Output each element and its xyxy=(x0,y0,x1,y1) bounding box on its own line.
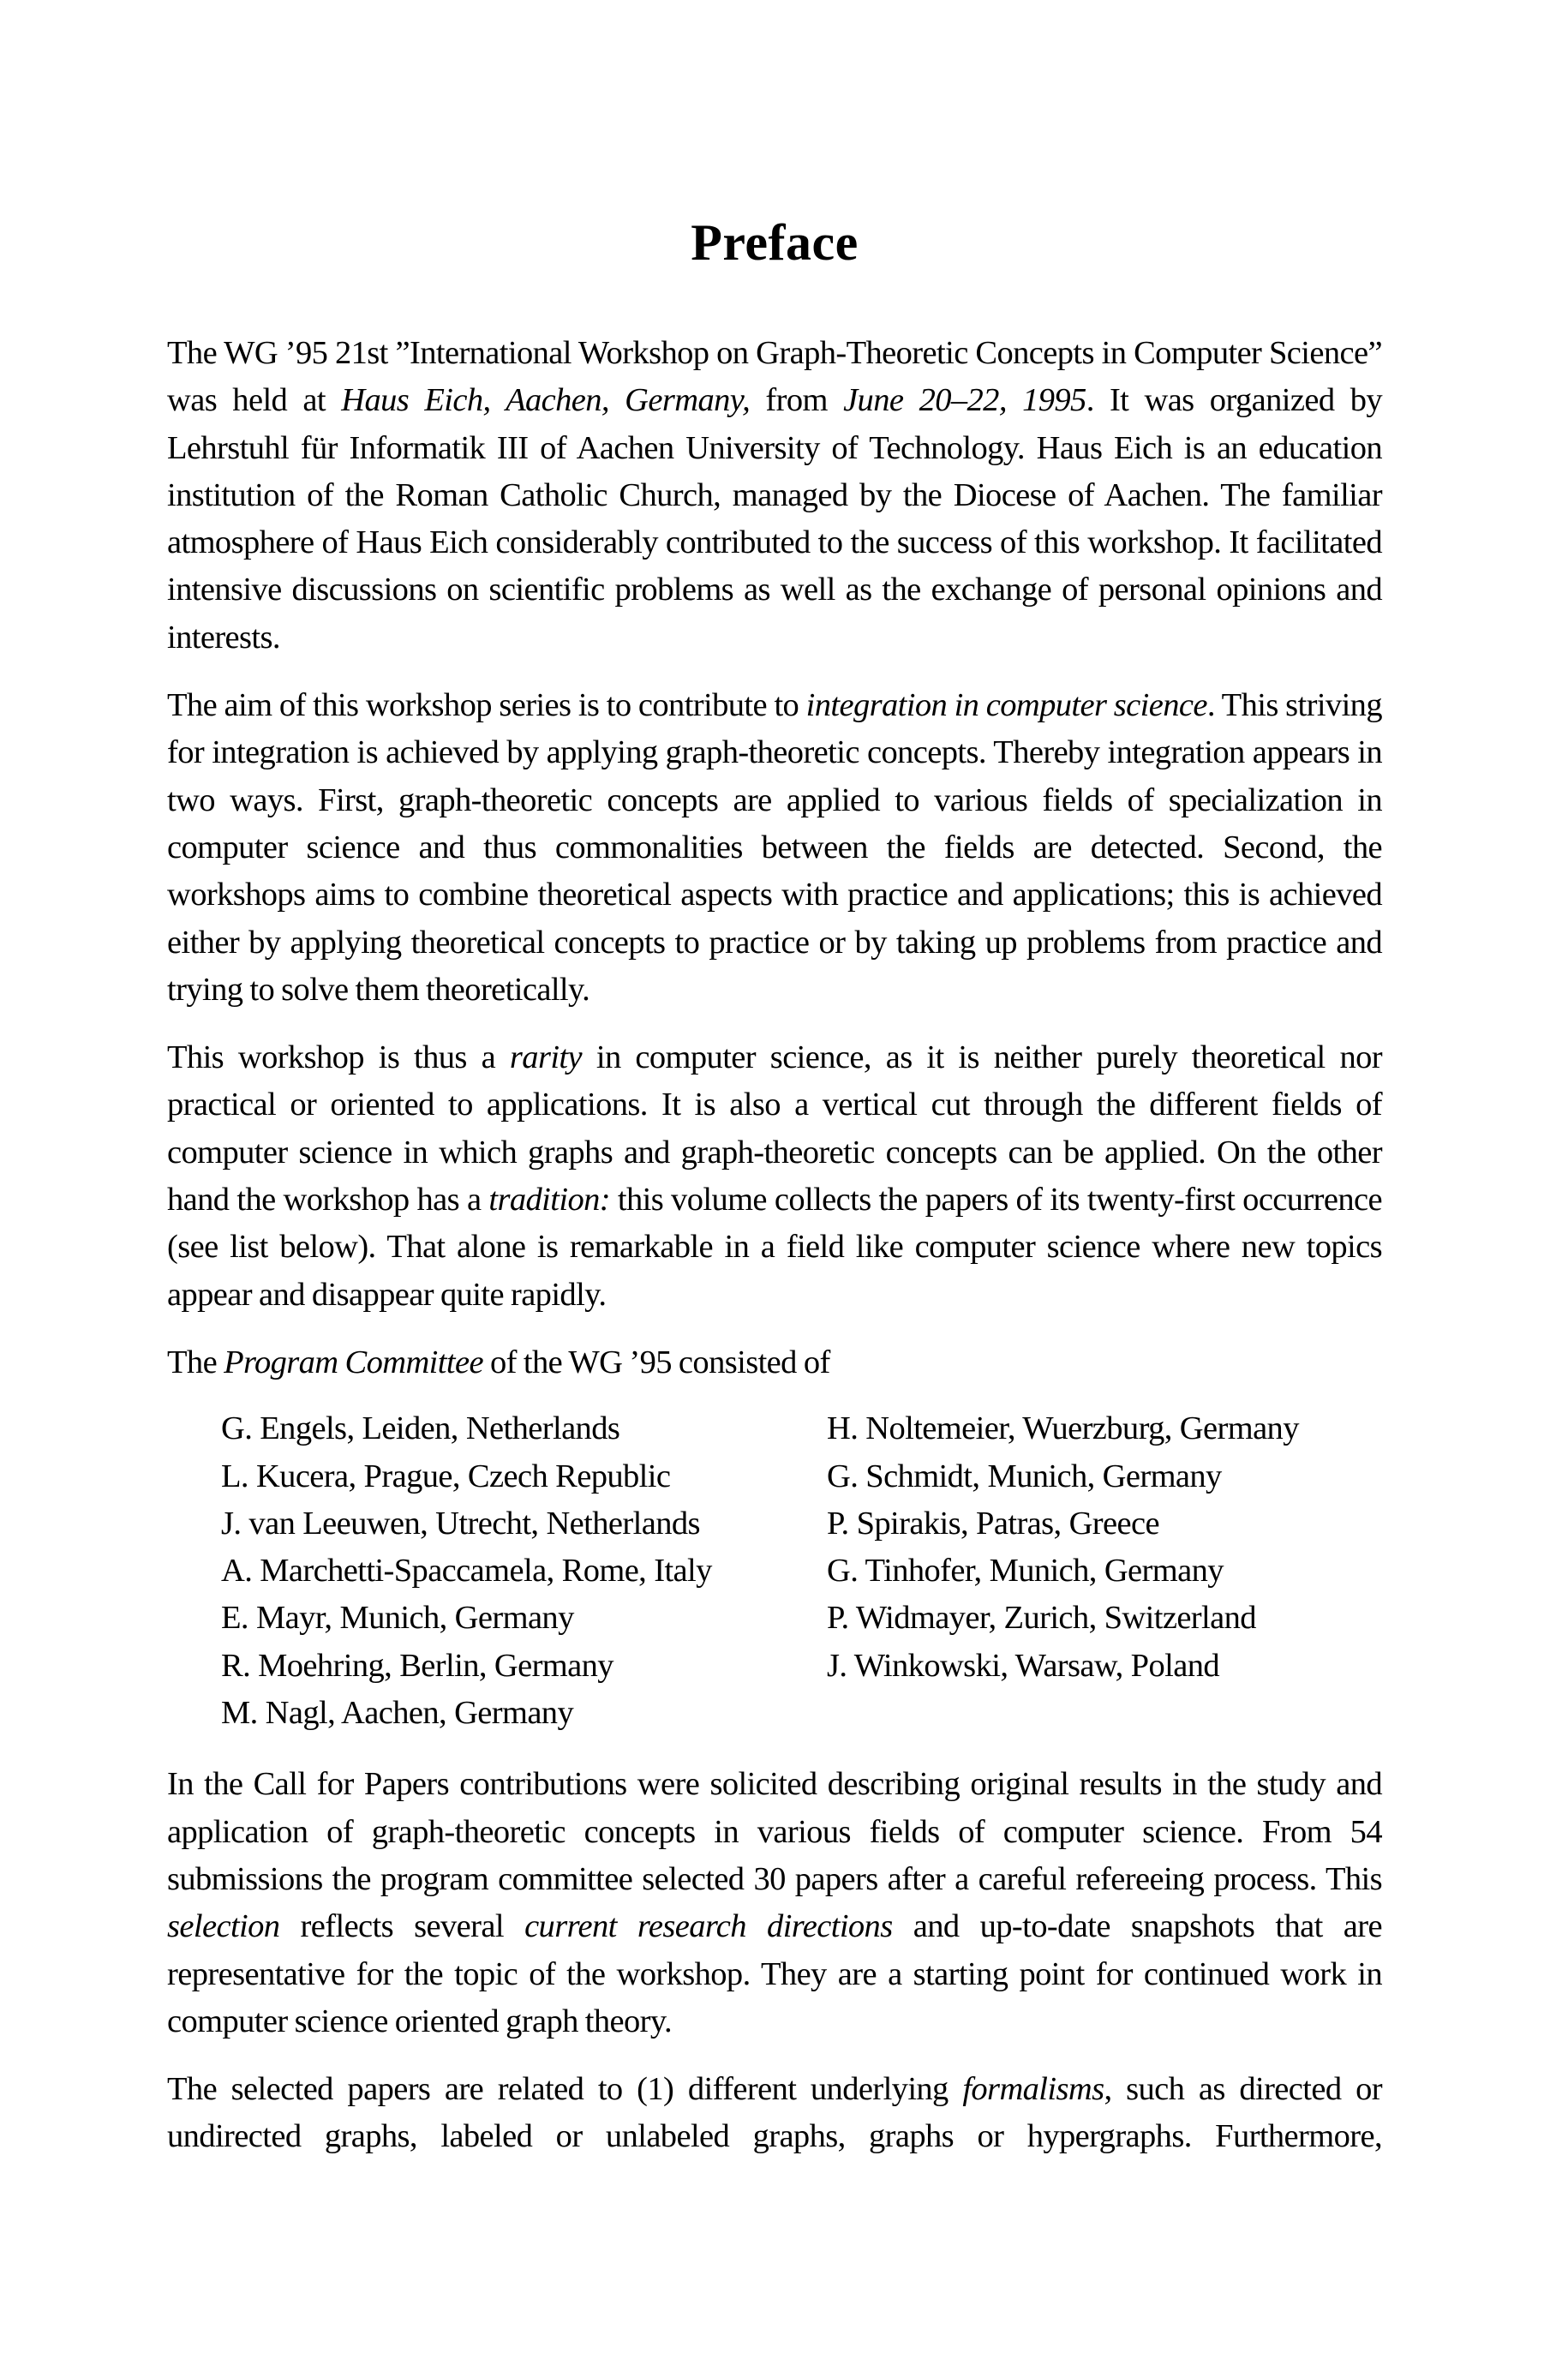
program-committee-list xyxy=(167,1405,1382,1737)
text-run: from xyxy=(750,382,844,419)
committee-member: R. Moehring, Berlin, Germany xyxy=(221,1647,613,1684)
committee-member: H. Noltemeier, Wuerzburg, Germany xyxy=(827,1410,1299,1447)
text-run: The aim of this workshop series is to contribute to xyxy=(167,687,806,724)
paragraph-aim xyxy=(167,682,1382,1014)
text-run: In the Call for Papers contributions were solicited describing original results in the study and application of graph-theoretic concepts in various fields of computer science. From 54 submissions the program committee selected 30 papers after a careful refereeing process. This xyxy=(167,1766,1382,1897)
committee-member: J. Winkowski, Warsaw, Poland xyxy=(827,1647,1220,1684)
text-run: . It was organized by Lehrstuhl für Informatik III of Aachen University of Technology. Haus Eich is an education institution of the Roman Catholic Church, managed by the Diocese of Aachen. The familiar atmosphere of Haus Eich considerably contributed to the success of this workshop. It facilitated intensive discussions on scientific problems as well as the exchange of personal opinions and interests. xyxy=(167,382,1383,656)
emphasis-location: Haus Eich, Aachen, Germany, xyxy=(341,382,751,419)
committee-member: G. Schmidt, Munich, Germany xyxy=(827,1458,1222,1494)
committee-member: P. Spirakis, Patras, Greece xyxy=(827,1505,1159,1542)
committee-member: L. Kucera, Prague, Czech Republic xyxy=(221,1458,671,1494)
committee-member: J. van Leeuwen, Utrecht, Netherlands xyxy=(221,1505,700,1542)
text-run: . This striving for integration is achieved by applying graph-theoretic concepts. Thereby integration appears in two ways. First, graph-theoretic concepts are applied to various fields of specialization in computer science and thus commonalities between the fields are detected. Second, the workshops aims to combine theoretical aspects with practice and applications; this is achieved either by applying theoretical concepts to practice or by taking up problems from practice and trying to solve them theoretically. xyxy=(167,687,1382,1008)
text-run: this volume collects the papers of its twenty-first occurrence (see list below). That alone is remarkable in a field like computer science where new topics appear and disappear quite rapidly. xyxy=(167,1182,1382,1313)
committee-member: M. Nagl, Aachen, Germany xyxy=(221,1695,574,1732)
committee-member: A. Marchetti-Spaccamela, Rome, Italy xyxy=(221,1553,712,1590)
paragraph-call-for-papers xyxy=(167,1761,1382,2045)
emphasis-research-directions: current research directions xyxy=(524,1908,893,1945)
paragraph-rarity xyxy=(167,1034,1382,1319)
text-run: This workshop is thus a xyxy=(167,1039,510,1076)
paragraph-selected-papers xyxy=(167,2066,1382,2161)
emphasis-dates: June 20–22, 1995 xyxy=(843,382,1086,419)
emphasis-integration: integration in computer science xyxy=(805,687,1207,724)
emphasis-formalisms: formalisms xyxy=(962,2071,1104,2108)
paragraph-workshop-intro xyxy=(167,330,1382,662)
text-run: in computer science, as it is neither purely theoretical nor practical or oriented to applications. It is also a vertical cut through the different fields of computer science in which graphs and graph-theoretic concepts can be applied. On the other hand the workshop has a xyxy=(167,1039,1382,1218)
committee-member: G. Engels, Leiden, Netherlands xyxy=(221,1410,620,1447)
text-run: of the WG ’95 consisted of xyxy=(482,1344,830,1380)
emphasis-tradition: tradition: xyxy=(488,1182,610,1218)
page-title: Preface xyxy=(691,214,859,271)
emphasis-selection: selection xyxy=(167,1908,280,1945)
committee-member: P. Widmayer, Zurich, Switzerland xyxy=(827,1600,1256,1637)
preface-body xyxy=(167,330,1382,2182)
committee-member: G. Tinhofer, Munich, Germany xyxy=(827,1553,1224,1590)
text-run: and up-to-date snapshots that are representative for the topic of the workshop. They are a starting point for continued work in computer science oriented graph theory. xyxy=(167,1908,1382,2039)
paragraph-committee-intro xyxy=(167,1339,1382,1386)
text-run: , such as directed or undirected graphs, labeled or unlabeled graphs, graphs or hypergraphs. Furthermore, xyxy=(167,2071,1382,2155)
text-run: The WG ’95 21st ”International Workshop on Graph-Theoretic Concepts in Computer Science” was held at xyxy=(167,335,1382,419)
text-run: reflects several xyxy=(279,1908,525,1945)
committee-column-left xyxy=(221,1405,827,1737)
text-run: The xyxy=(167,1344,224,1380)
text-run: The selected papers are related to (1) different underlying xyxy=(167,2071,963,2108)
committee-column-right xyxy=(827,1405,1427,1737)
committee-member: E. Mayr, Munich, Germany xyxy=(221,1600,574,1637)
emphasis-program-committee: Program Committee xyxy=(224,1344,483,1380)
emphasis-rarity: rarity xyxy=(509,1039,583,1076)
